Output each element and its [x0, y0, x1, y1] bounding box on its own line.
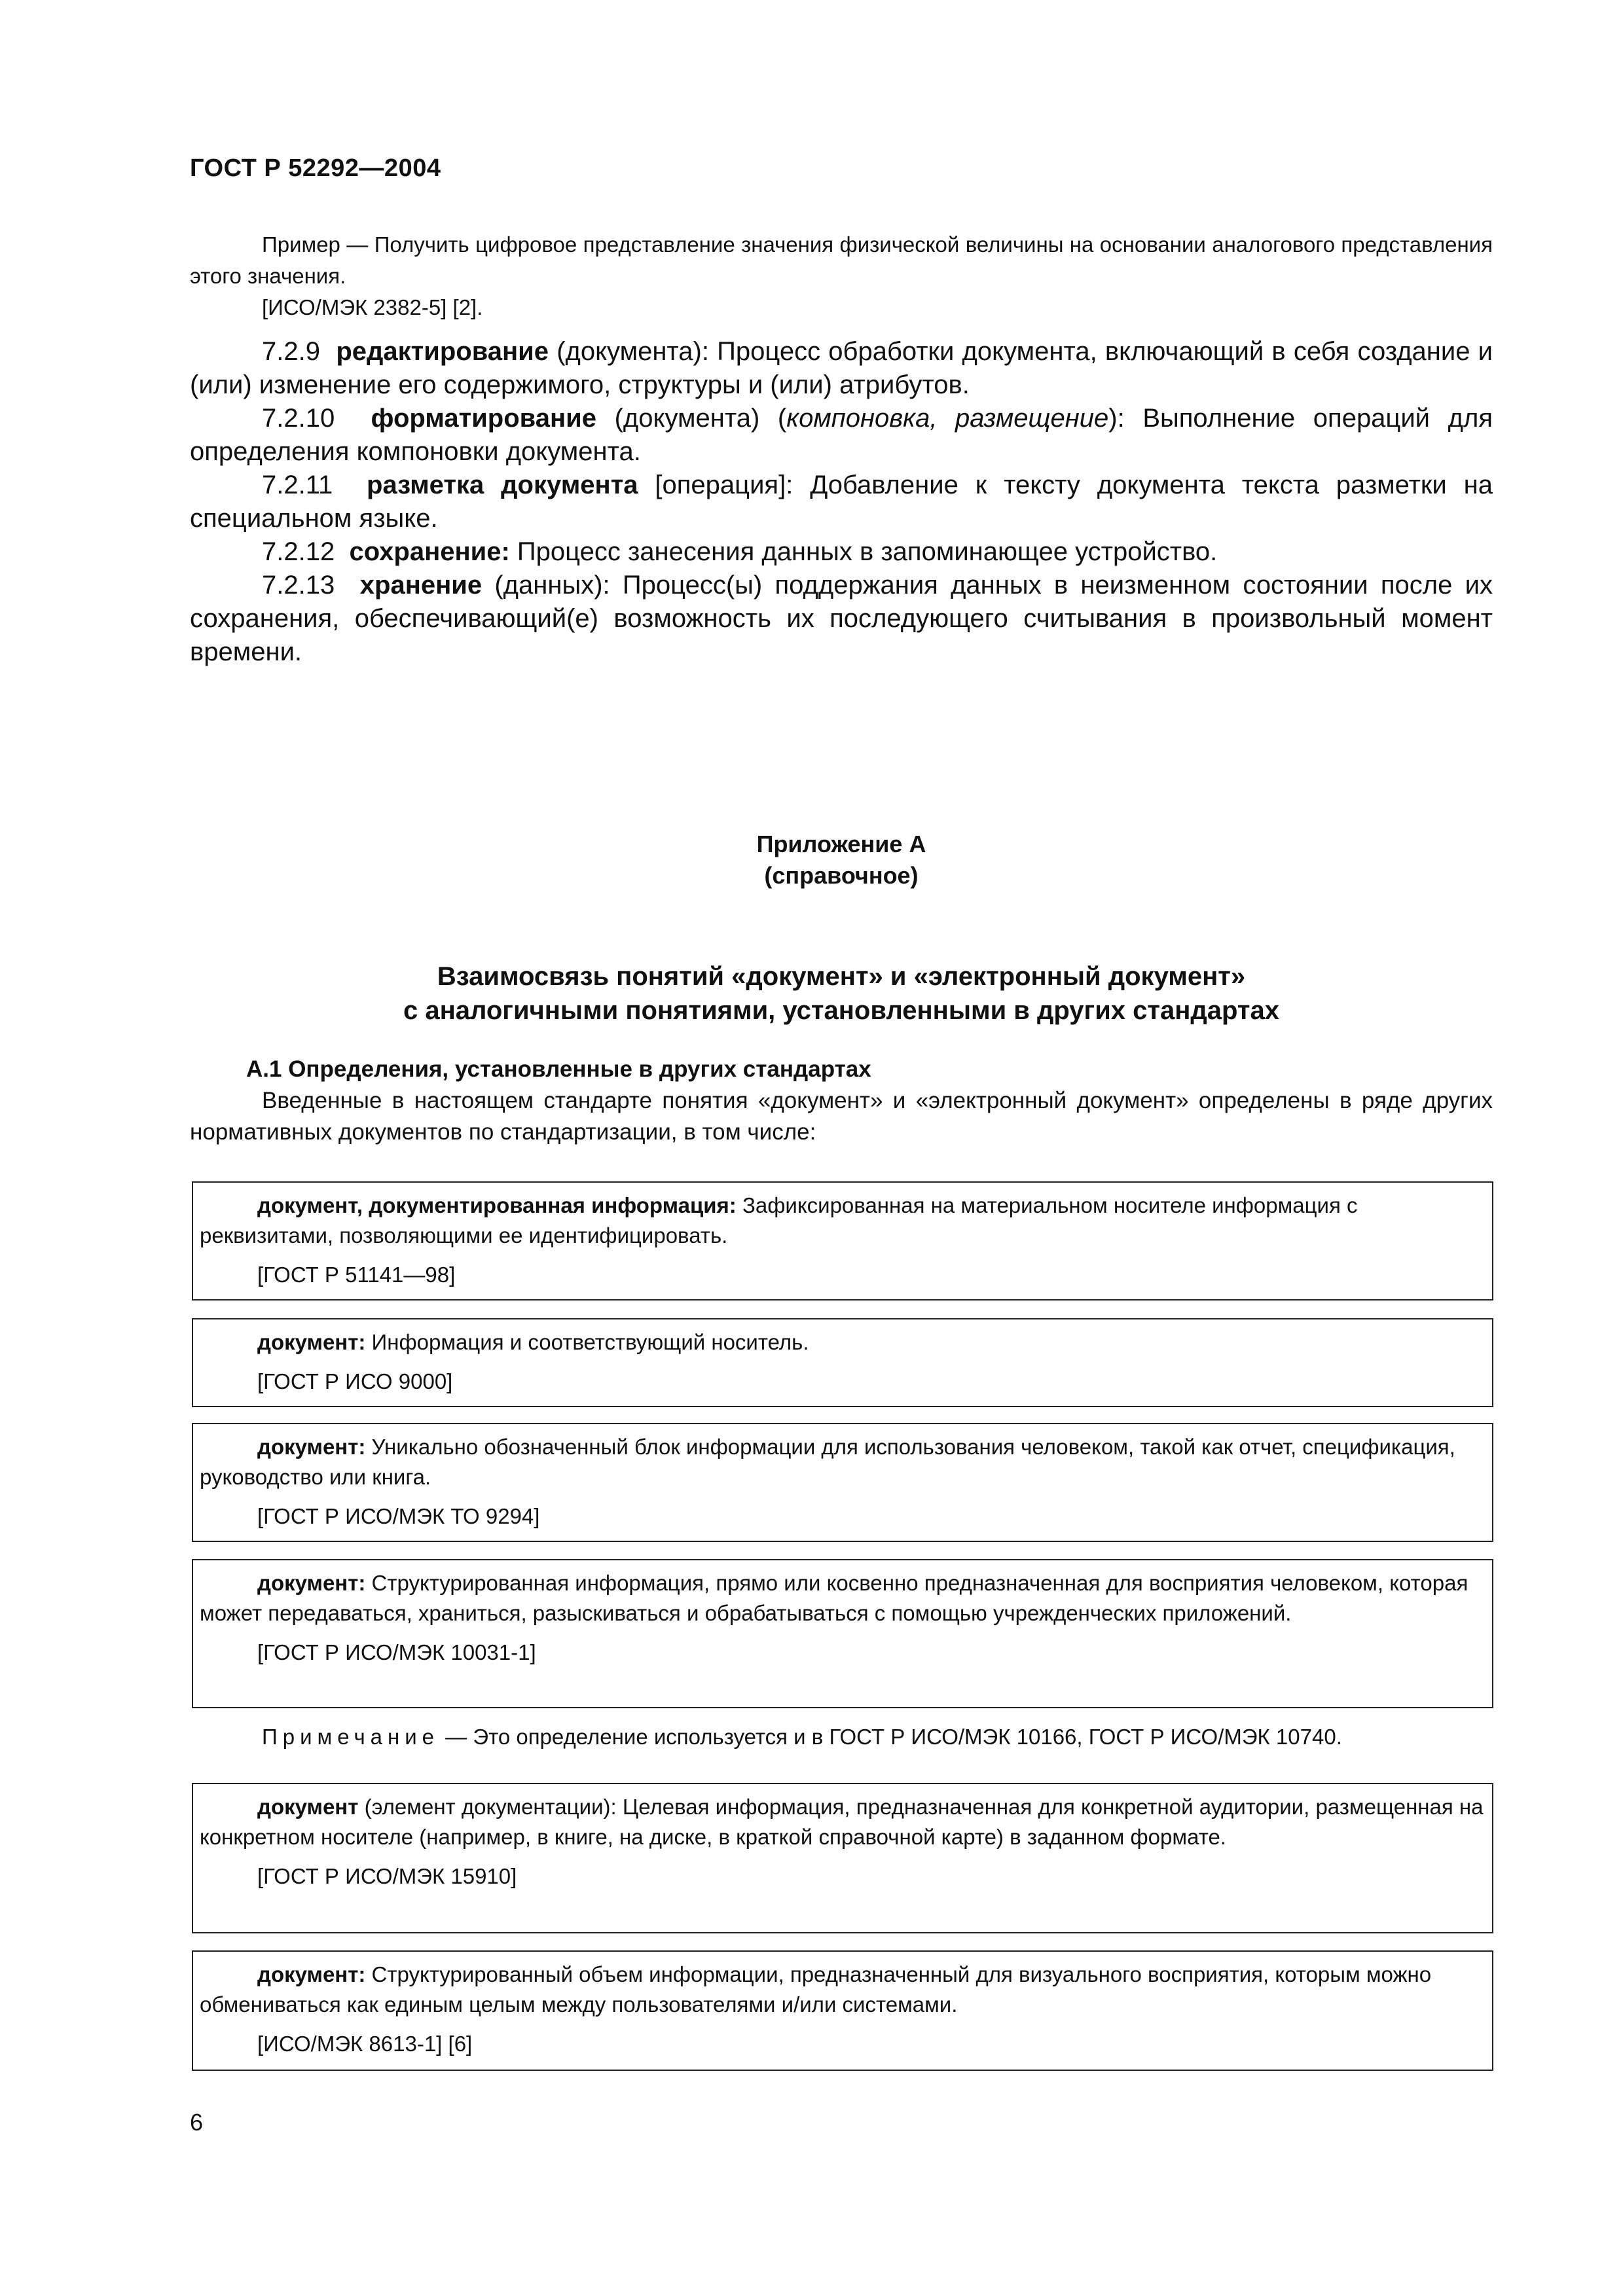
example-text: Пример — Получить цифровое представление значения физической величины на основании аналогового представления этого значения. — [190, 232, 1493, 288]
term-name: разметка документа — [367, 471, 638, 499]
definition-reference: [ГОСТ Р 51141—98] — [257, 1263, 456, 1287]
section-heading: А.1 Определения, установленные в других стандартах — [246, 1056, 871, 1082]
page-header: ГОСТ Р 52292—2004 — [190, 154, 441, 182]
definition-body: Зафиксированная на материальном носителе информация с реквизитами, позволяющими ее идентифицировать. — [200, 1193, 1358, 1247]
term-number: 7.2.9 — [262, 337, 320, 366]
definition-reference: [ГОСТ Р ИСО/МЭК ТО 9294] — [257, 1504, 540, 1528]
definition-reference: [ГОСТ Р ИСО/МЭК 15910] — [257, 1864, 517, 1888]
term-name: редактирование — [336, 337, 549, 366]
definition-box — [192, 1318, 1493, 1407]
term-7-2-12 — [190, 535, 1493, 569]
term-definition: Процесс занесения данных в запоминающее устройство. — [509, 537, 1218, 566]
definition-text — [200, 1568, 1486, 1628]
terms-list — [190, 335, 1493, 669]
example-block — [190, 229, 1493, 323]
annex-label: Приложение А — [756, 831, 926, 857]
definition-box — [192, 1181, 1493, 1300]
term-7-2-13 — [190, 569, 1493, 669]
definition-reference: [ГОСТ Р ИСО/МЭК 10031-1] — [257, 1640, 536, 1664]
definition-text — [200, 1792, 1486, 1852]
annex-title-line2: с аналогичными понятиями, установленными в других стандартах — [403, 996, 1280, 1025]
definition-term: документ: — [257, 1962, 366, 1986]
term-definition: (документа): Процесс обработки документа, включающий в себя создание и (или) изменение его содержимого, структуры и (или) атрибутов. — [190, 337, 1493, 399]
definition-body: Уникально обозначенный блок информации для использования человеком, такой как отчет, спецификация, руководство или книга. — [200, 1435, 1455, 1489]
annex-title — [190, 960, 1493, 1028]
definition-reference: [ГОСТ Р ИСО 9000] — [257, 1369, 453, 1393]
definition-box — [192, 1559, 1493, 1708]
term-definition-part: (документа) ( — [596, 404, 787, 433]
definition-box — [192, 1950, 1493, 2071]
annex-title-line1: Взаимосвязь понятий «документ» и «электронный документ» — [437, 962, 1246, 991]
definition-term: документ — [257, 1795, 359, 1819]
term-number: 7.2.11 — [262, 471, 333, 499]
note-label: Примечание — [262, 1725, 440, 1749]
term-definition-part: ): Выполнение операций для определения компоновки документа. — [190, 404, 1493, 466]
definition-reference: [ИСО/МЭК 8613-1] [6] — [257, 2032, 473, 2056]
definition-term: документ: — [257, 1330, 366, 1354]
definition-text — [200, 1191, 1486, 1251]
term-number: 7.2.10 — [262, 404, 335, 433]
term-number: 7.2.13 — [262, 571, 335, 600]
definition-term: документ: — [257, 1571, 366, 1595]
term-number: 7.2.12 — [262, 537, 335, 566]
section-intro: Введенные в настоящем стандарте понятия «документ» и «электронный документ» определены в ряде других нормативных документов по стандартизации, в том числе: — [190, 1088, 1493, 1145]
page-number: 6 — [190, 2109, 204, 2136]
note-body: — Это определение используется и в ГОСТ Р ИСО/МЭК 10166, ГОСТ Р ИСО/МЭК 10740. — [439, 1725, 1342, 1749]
term-7-2-9 — [190, 335, 1493, 402]
term-synonyms: компоновка, размещение — [786, 404, 1109, 433]
definition-text — [200, 1432, 1486, 1492]
definition-box — [192, 1783, 1493, 1933]
definition-body: Структурированная информация, прямо или косвенно предназначенная для восприятия человеком, которая может передаваться, храниться, разыскиваться и обрабатываться с помощью учрежденческих приложений. — [200, 1571, 1468, 1625]
note — [190, 1721, 1493, 1753]
term-7-2-11 — [190, 469, 1493, 535]
annex-type: (справочное) — [764, 862, 919, 889]
note-text — [190, 1721, 1493, 1753]
definition-text — [200, 1960, 1486, 2020]
definition-term: документ: — [257, 1435, 366, 1459]
definition-box — [192, 1423, 1493, 1542]
term-name: сохранение: — [349, 537, 510, 566]
term-name: хранение — [359, 571, 483, 600]
definition-body: Информация и соответствующий носитель. — [365, 1330, 809, 1354]
definition-term: документ, документированная информация: — [257, 1193, 737, 1217]
section-a1 — [190, 1054, 1493, 1148]
term-definition: (данных): Процесс(ы) поддержания данных в неизменном состоянии после их сохранения, обеспечивающий(е) возможность их последующего считывания в произвольный момент времени. — [190, 571, 1493, 666]
term-definition: [операция]: Добавление к тексту документа текста разметки на специальном языке. — [190, 471, 1493, 533]
definition-body: (элемент документации): Целевая информация, предназначенная для конкретной аудитории, размещенная на конкретном носителе (например, в книге, на диске, в краткой справочной карте) в заданном формате. — [200, 1795, 1484, 1849]
term-name: форматирование — [371, 404, 596, 433]
definition-text — [200, 1327, 1486, 1357]
definition-body: Структурированный объем информации, предназначенный для визуального восприятия, которым можно обмениваться как единым целым между пользователями и/или системами. — [200, 1962, 1432, 2017]
example-source: [ИСО/МЭК 2382-5] [2]. — [262, 295, 483, 319]
term-7-2-10 — [190, 402, 1493, 469]
annex-heading — [190, 829, 1493, 891]
